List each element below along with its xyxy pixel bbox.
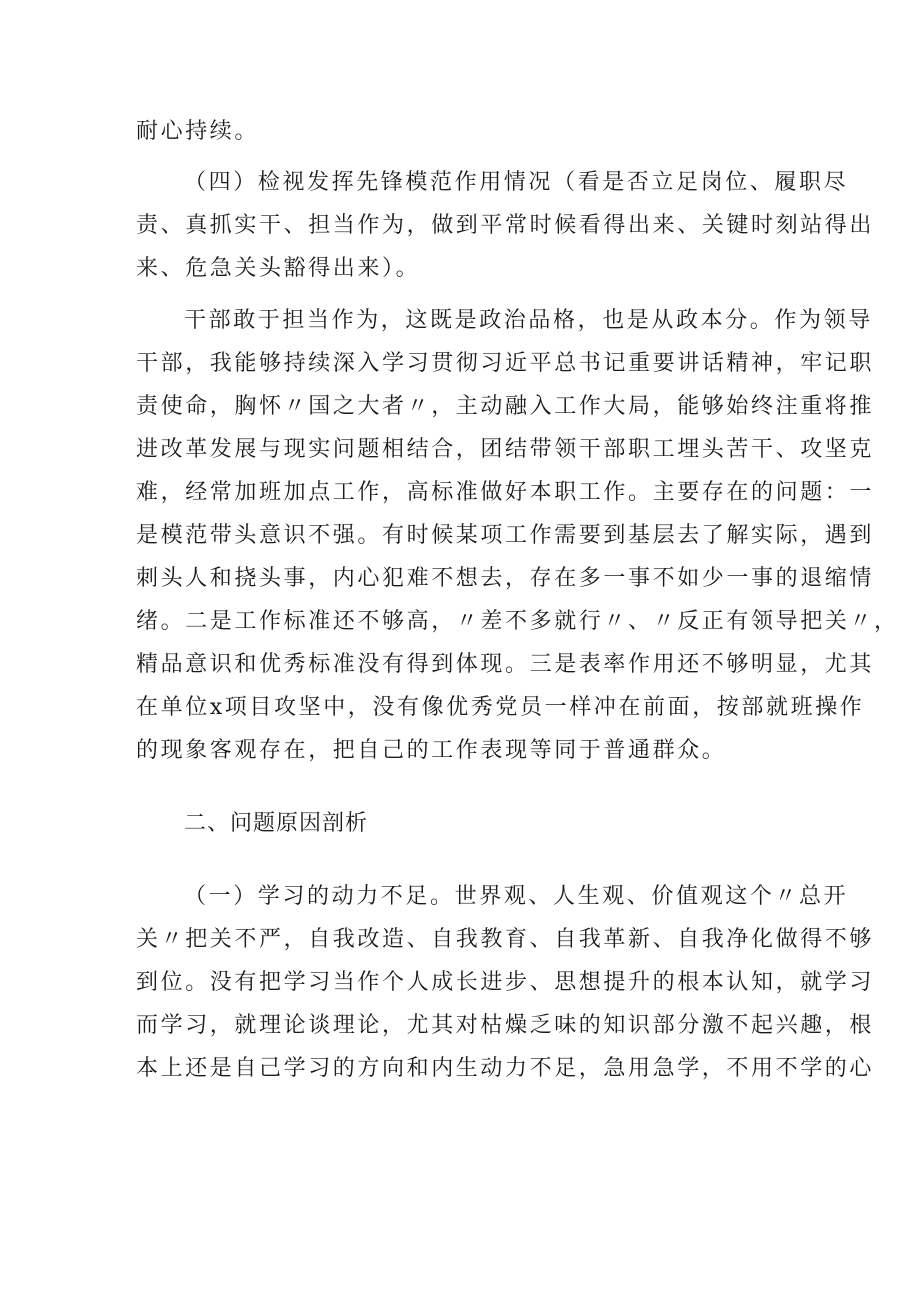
paragraph-line: 是模范带头意识不强。有时候某项工作需要到基层去了解实际，遇到	[136, 523, 875, 548]
paragraph-line: 而学习，就理论谈理论，尤其对枯燥乏味的知识部分激不起兴趣，根	[136, 1013, 875, 1038]
paragraph-line: （一）学习的动力不足。世界观、人生观、价值观这个〃总开	[184, 884, 849, 909]
paragraph-line: （四）检视发挥先锋模范作用情况（看是否立足岗位、履职尽	[184, 170, 849, 195]
paragraph-line: 本上还是自己学习的方向和内生动力不足，急用急学，不用不学的心	[136, 1056, 875, 1081]
paragraph-line: 耐心持续。	[136, 119, 260, 144]
section-heading: 二、问题原因剖析	[184, 811, 369, 836]
paragraph-line: 进改革发展与现实问题相结合，团结带领干部职工埋头苦干、攻坚克	[136, 437, 875, 462]
paragraph-line: 责、真抓实干、担当作为，做到平常时候看得出来、关键时刻站得出	[136, 213, 875, 238]
paragraph-line: 到位。没有把学习当作个人成长进步、思想提升的根本认知，就学习	[136, 970, 875, 995]
paragraph-line: 关〃把关不严，自我改造、自我教育、自我革新、自我净化做得不够	[136, 927, 875, 952]
paragraph-line: 干部敢于担当作为，这既是政治品格，也是从政本分。作为领导	[184, 308, 873, 333]
paragraph-line: 绪。二是工作标准还不够高，〃差不多就行〃、〃反正有领导把关〃，	[136, 609, 899, 634]
paragraph-line: 来、危急关头豁得出来）。	[136, 256, 421, 281]
paragraph-line: 的现象客观存在，把自己的工作表现等同于普通群众。	[136, 738, 727, 763]
paragraph-line: 干部，我能够持续深入学习贯彻习近平总书记重要讲话精神，牢记职	[136, 351, 875, 376]
paragraph-line: 难，经常加班加点工作，高标准做好本职工作。主要存在的问题：一	[136, 480, 875, 505]
paragraph-line: 责使命，胸怀〃国之大者〃，主动融入工作大局，能够始终注重将推	[136, 394, 875, 419]
paragraph-line: 刺头人和挠头事，内心犯难不想去，存在多一事不如少一事的退缩情	[136, 566, 875, 591]
paragraph-line: 精品意识和优秀标准没有得到体现。三是表率作用还不够明显，尤其	[136, 652, 875, 677]
paragraph-line: 在单位x项目攻坚中，没有像优秀党员一样冲在前面，按部就班操作	[136, 695, 865, 720]
